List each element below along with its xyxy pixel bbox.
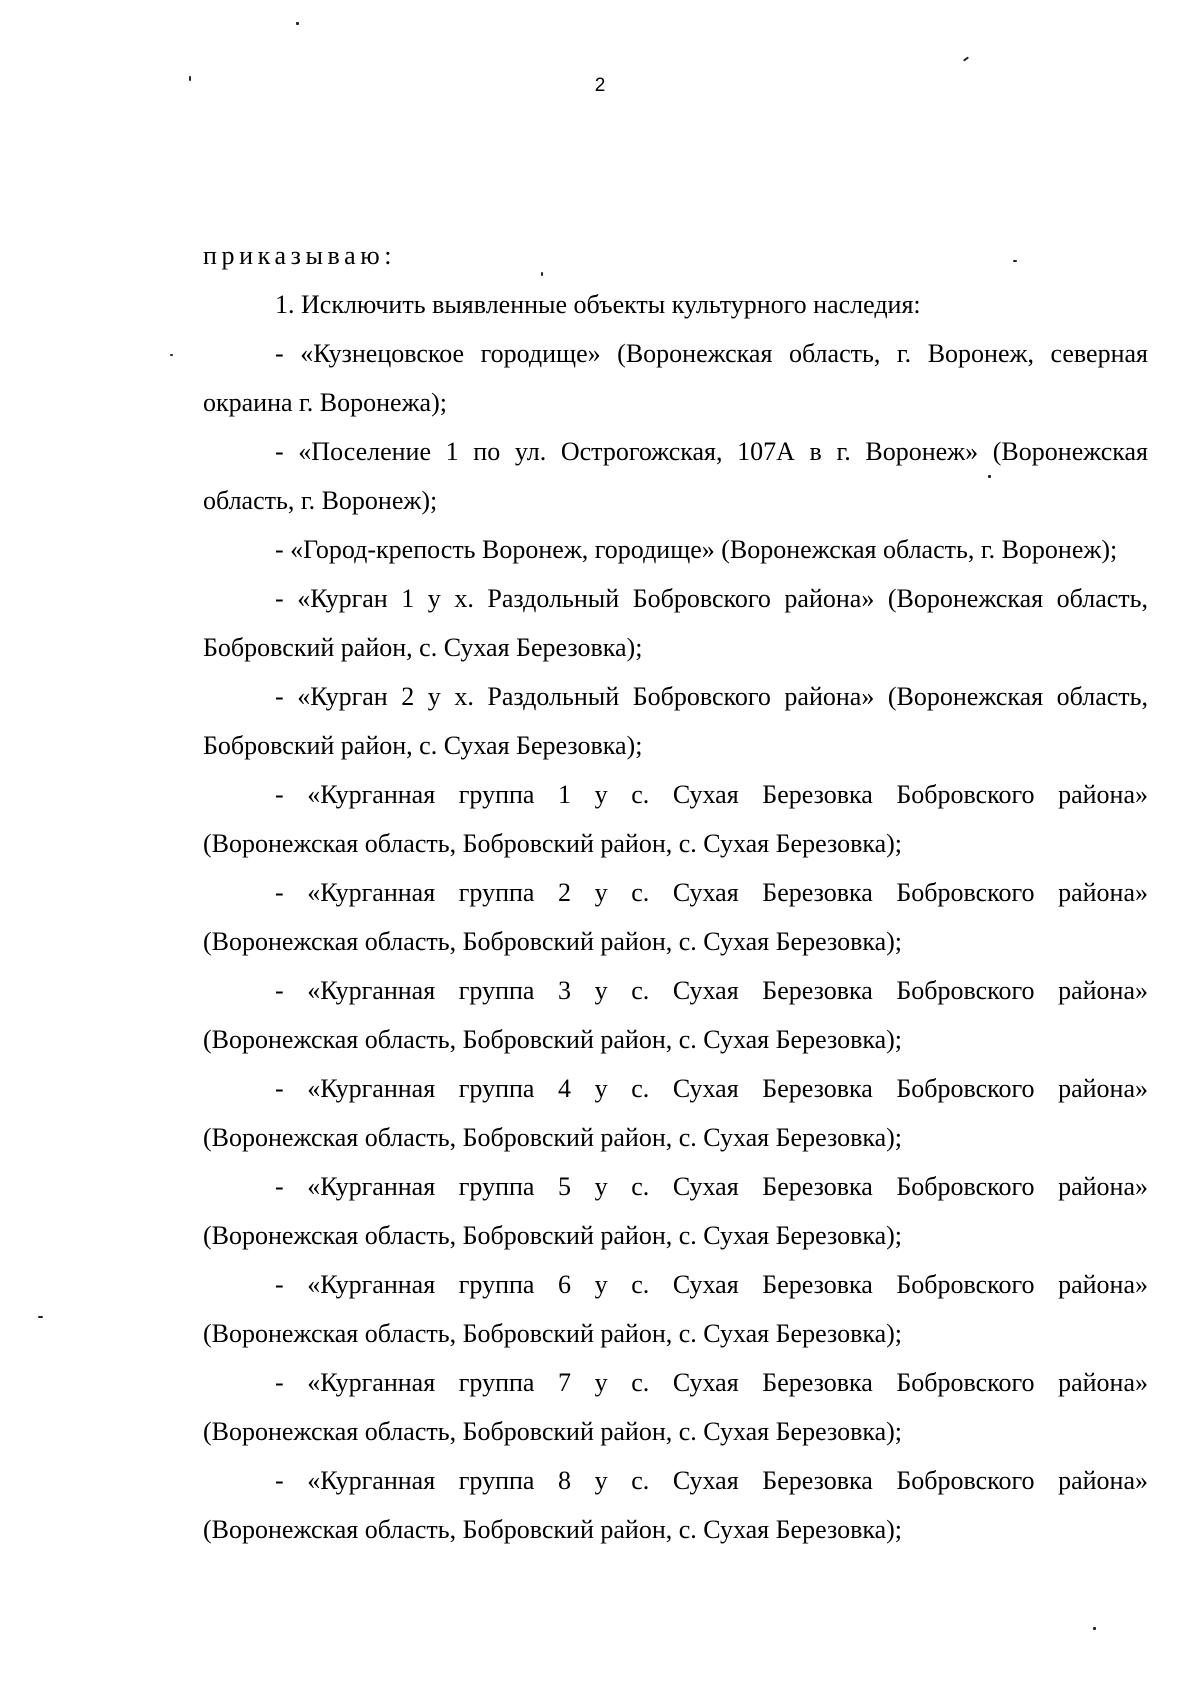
scan-speck bbox=[1093, 1627, 1096, 1630]
item-1-heading: 1. Исключить выявленные объекты культурного наследия: bbox=[275, 290, 921, 319]
heritage-object-item: - «Курганная группа 2 у с. Сухая Березовка Бобровского района» (Воронежская область, Бобровский район, с. Сухая Березовка); bbox=[203, 878, 1148, 956]
heritage-object-item: - «Курганная группа 5 у с. Сухая Березовка Бобровского района» (Воронежская область, Бобровский район, с. Сухая Березовка); bbox=[203, 1172, 1148, 1250]
scan-speck bbox=[988, 475, 991, 478]
document-body bbox=[203, 231, 1148, 1554]
order-word: приказываю: bbox=[203, 241, 397, 270]
heritage-object-item: - «Курганная группа 6 у с. Сухая Березовка Бобровского района» (Воронежская область, Бобровский район, с. Сухая Березовка); bbox=[203, 1270, 1148, 1348]
scan-speck bbox=[296, 22, 299, 25]
heritage-object-item: - «Курганная группа 3 у с. Сухая Березовка Бобровского района» (Воронежская область, Бобровский район, с. Сухая Березовка); bbox=[203, 976, 1148, 1054]
heritage-object-item: - «Курганная группа 8 у с. Сухая Березовка Бобровского района» (Воронежская область, Бобровский район, с. Сухая Березовка); bbox=[203, 1466, 1148, 1544]
scan-speck bbox=[170, 354, 173, 356]
heritage-object-item: - «Поселение 1 по ул. Острогожская, 107А в г. Воронеж» (Воронежская область, г. Воронеж); bbox=[203, 437, 1148, 515]
heritage-object-item: - «Курганная группа 4 у с. Сухая Березовка Бобровского района» (Воронежская область, Бобровский район, с. Сухая Березовка); bbox=[203, 1074, 1148, 1152]
heritage-object-item: - «Кузнецовское городище» (Воронежская область, г. Воронеж, северная окраина г. Воронежа); bbox=[203, 339, 1148, 417]
page-number: 2 bbox=[594, 75, 606, 96]
heritage-object-item: - «Курганная группа 7 у с. Сухая Березовка Бобровского района» (Воронежская область, Бобровский район, с. Сухая Березовка); bbox=[203, 1368, 1148, 1446]
scan-speck bbox=[189, 76, 191, 81]
scan-speck bbox=[1013, 260, 1017, 262]
heritage-object-item: - «Курганная группа 1 у с. Сухая Березовка Бобровского района» (Воронежская область, Бобровский район, с. Сухая Березовка); bbox=[203, 780, 1148, 858]
scan-speck bbox=[38, 1316, 43, 1318]
heritage-object-item: - «Курган 1 у х. Раздольный Бобровского района» (Воронежская область, Бобровский район, с. Сухая Березовка); bbox=[203, 584, 1148, 662]
scan-speck bbox=[541, 272, 543, 276]
heritage-object-item: - «Курган 2 у х. Раздольный Бобровского района» (Воронежская область, Бобровский район, с. Сухая Березовка); bbox=[203, 682, 1148, 760]
heritage-object-item: - «Город-крепость Воронеж, городище» (Воронежская область, г. Воронеж); bbox=[275, 535, 1118, 564]
scan-speck bbox=[963, 56, 969, 61]
